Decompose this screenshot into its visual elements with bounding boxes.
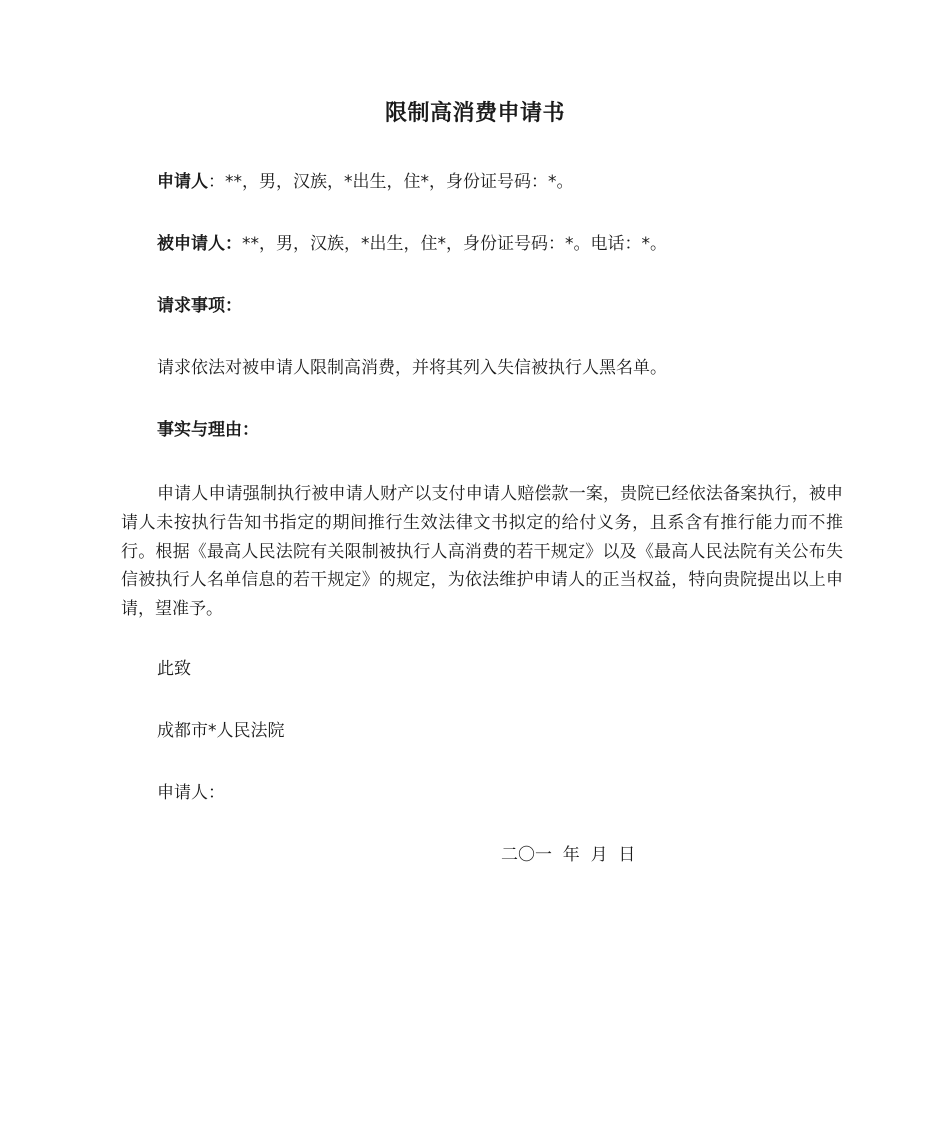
document-title: 限制高消费申请书 bbox=[384, 101, 565, 126]
facts-heading: 事实与理由： bbox=[157, 420, 259, 440]
applicant-details: ：**，男，汉族，*出生，住*，身份证号码：*。 bbox=[208, 172, 574, 192]
court-name: 成都市*人民法院 bbox=[157, 721, 285, 741]
facts-paragraph: 申请人申请强制执行被申请人财产以支付申请人赔偿款一案，贵院已经依法备案执行，被申请人未按执行告知书指定的期间推行生效法律文书拟定的给付义务，且系含有推行能力而不推行。根据《最高人民法院有关限制被执行人高消费的若干规定》以及《最高人民法院有关公布失信被执行人名单信息的若干规定》的规定，为依法维护申请人的正当权益，特向贵院提出以上申请，望准予。 bbox=[121, 484, 843, 620]
request-heading: 请求事项： bbox=[157, 296, 242, 316]
respondent-line bbox=[157, 232, 667, 256]
respondent-details: **，男，汉族，*出生，住*，身份证号码：*。电话：*。 bbox=[242, 234, 667, 254]
salutation: 此致 bbox=[157, 659, 191, 679]
applicant-label: 申请人 bbox=[157, 172, 208, 192]
applicant-line bbox=[157, 170, 574, 194]
signature-label: 申请人： bbox=[157, 783, 225, 803]
date-line: 二〇一 年 月 日 bbox=[501, 845, 636, 865]
request-text: 请求依法对被申请人限制高消费，并将其列入失信被执行人黑名单。 bbox=[157, 358, 667, 378]
respondent-label: 被申请人： bbox=[157, 234, 242, 254]
